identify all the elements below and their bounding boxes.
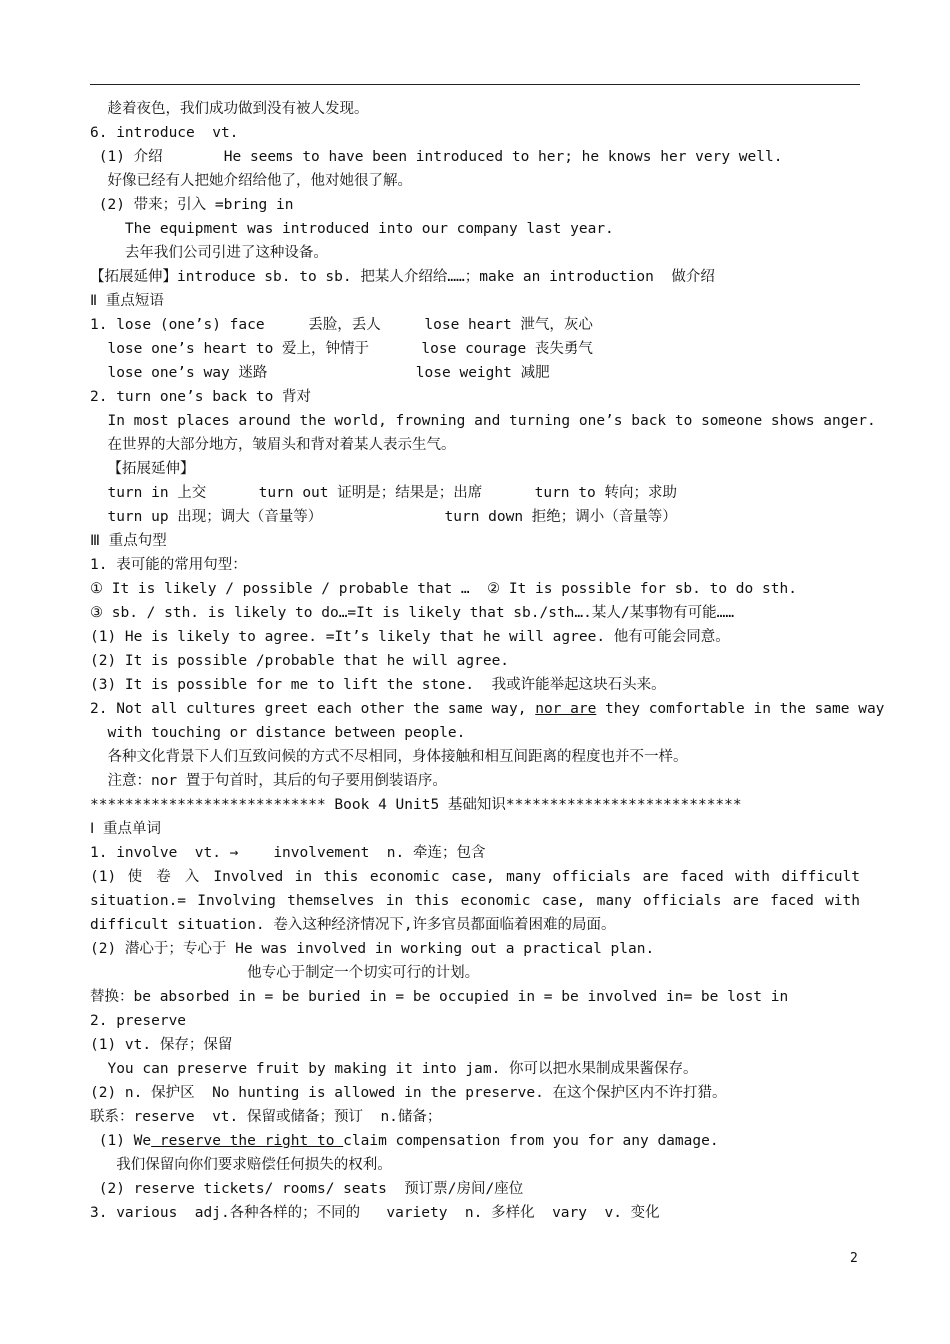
text-line: 在世界的大部分地方，皱眉头和背对着某人表示生气。 <box>90 437 456 453</box>
text-line: 6. introduce vt. <box>90 125 239 141</box>
text-line: 2. preserve <box>90 1013 187 1029</box>
text-line: 1. lose (one’s) face 丢脸，丢人 lose heart 泄气，灰心 <box>90 317 593 333</box>
involve-paragraph: (1) 使 卷 入 Involved in this economic case, many officials are faced with difficult situation.= Involving themselves in this economic case, many officials are faced with difficult situation. 卷入这种经济情况下,许多官员都面临着困难的局面。 <box>90 869 860 933</box>
text-span: they comfortable in the same way <box>596 701 885 717</box>
underlined-phrase: nor are <box>535 701 597 717</box>
text-line: (2) 带来；引入 =bring in <box>90 197 294 213</box>
section-heading: Ⅱ 重点短语 <box>90 293 164 309</box>
text-line: lose one’s heart to 爱上，钟情于 lose courage 丧失勇气 <box>90 341 593 357</box>
text-line: (2) n. 保护区 No hunting is allowed in the preserve. 在这个保护区内不许打猎。 <box>90 1085 727 1101</box>
section-heading: Ⅲ 重点句型 <box>90 533 167 549</box>
text-line: 1. 表可能的常用句型： <box>90 557 247 573</box>
document-body <box>90 97 885 1225</box>
text-line: (1) He is likely to agree. =It’s likely that he will agree. 他有可能会同意。 <box>90 629 730 645</box>
text-line: with touching or distance between people. <box>90 725 466 741</box>
text-line: 他专心于制定一个切实可行的计划。 <box>90 965 480 981</box>
text-line: 1. involve vt. → involvement n. 牵连；包含 <box>90 845 486 861</box>
underlined-phrase: reserve the right to <box>151 1133 344 1149</box>
header-rule <box>90 84 860 85</box>
text-line: You can preserve fruit by making it into jam. 你可以把水果制成果酱保存。 <box>90 1061 698 1077</box>
text-line: 【拓展延伸】introduce sb. to sb. 把某人介绍给……；make an introduction 做介绍 <box>90 269 715 285</box>
text-line: (1) vt. 保存；保留 <box>90 1037 233 1053</box>
text-line: 好像已经有人把她介绍给他了，他对她很了解。 <box>90 173 412 189</box>
unit-banner: *************************** Book 4 Unit5 基础知识*************************** <box>90 797 742 813</box>
text-line: turn up 出现；调大（音量等） turn down 拒绝；调小（音量等） <box>90 509 677 525</box>
text-line: 【拓展延伸】 <box>90 461 195 477</box>
text-line-reserve <box>90 1129 880 1153</box>
section-heading: Ⅰ 重点单词 <box>90 821 162 837</box>
text-line: 各种文化背景下人们互致问候的方式不尽相同，身体接触和相互间距离的程度也并不一样。 <box>90 749 688 765</box>
text-line: (2) reserve tickets/ rooms/ seats 预订票/房间/座位 <box>90 1181 524 1197</box>
text-span: (1) We <box>90 1133 152 1149</box>
text-line: 2. turn one’s back to 背对 <box>90 389 312 405</box>
text-line: 趁着夜色，我们成功做到没有被人发现。 <box>90 101 369 117</box>
text-line: 我们保留向你们要求赔偿任何损失的权利。 <box>90 1157 392 1173</box>
text-span: 2. Not all cultures greet each other the same way, <box>90 701 536 717</box>
text-line: turn in 上交 turn out 证明是；结果是；出席 turn to 转向；求助 <box>90 485 677 501</box>
text-line: 注意：nor 置于句首时，其后的句子要用倒装语序。 <box>90 773 447 789</box>
text-line-culture <box>90 697 885 721</box>
page-number: 2 <box>850 1251 858 1266</box>
text-line: 3. various adj.各种各样的；不同的 variety n. 多样化 vary v. 变化 <box>90 1205 660 1221</box>
text-line: (3) It is possible for me to lift the stone. 我或许能举起这块石头来。 <box>90 677 666 693</box>
text-line: (2) It is possible /probable that he will agree. <box>90 653 510 669</box>
text-line: lose one’s way 迷路 lose weight 减肥 <box>90 365 550 381</box>
text-line: ③ sb. / sth. is likely to do…=It is likely that sb./sth….某人/某事物有可能…… <box>90 605 735 621</box>
text-line: The equipment was introduced into our company last year. <box>90 221 614 237</box>
text-line: 去年我们公司引进了这种设备。 <box>90 245 328 261</box>
text-line: (2) 潜心于；专心于 He was involved in working out a practical plan. <box>90 941 655 957</box>
text-line: ① It is likely / possible / probable that … ② It is possible for sb. to do sth. <box>90 581 797 597</box>
text-line: In most places around the world, frowning and turning one’s back to someone shows anger. <box>90 413 876 429</box>
text-line: 替换：be absorbed in = be buried in = be occupied in = be involved in= be lost in <box>90 989 789 1005</box>
text-span: claim compensation from you for any damage. <box>343 1133 719 1149</box>
text-line: (1) 介绍 He seems to have been introduced to her; he knows her very well. <box>90 149 783 165</box>
text-line: 联系：reserve vt. 保留或储备；预订 n.储备； <box>90 1109 442 1125</box>
